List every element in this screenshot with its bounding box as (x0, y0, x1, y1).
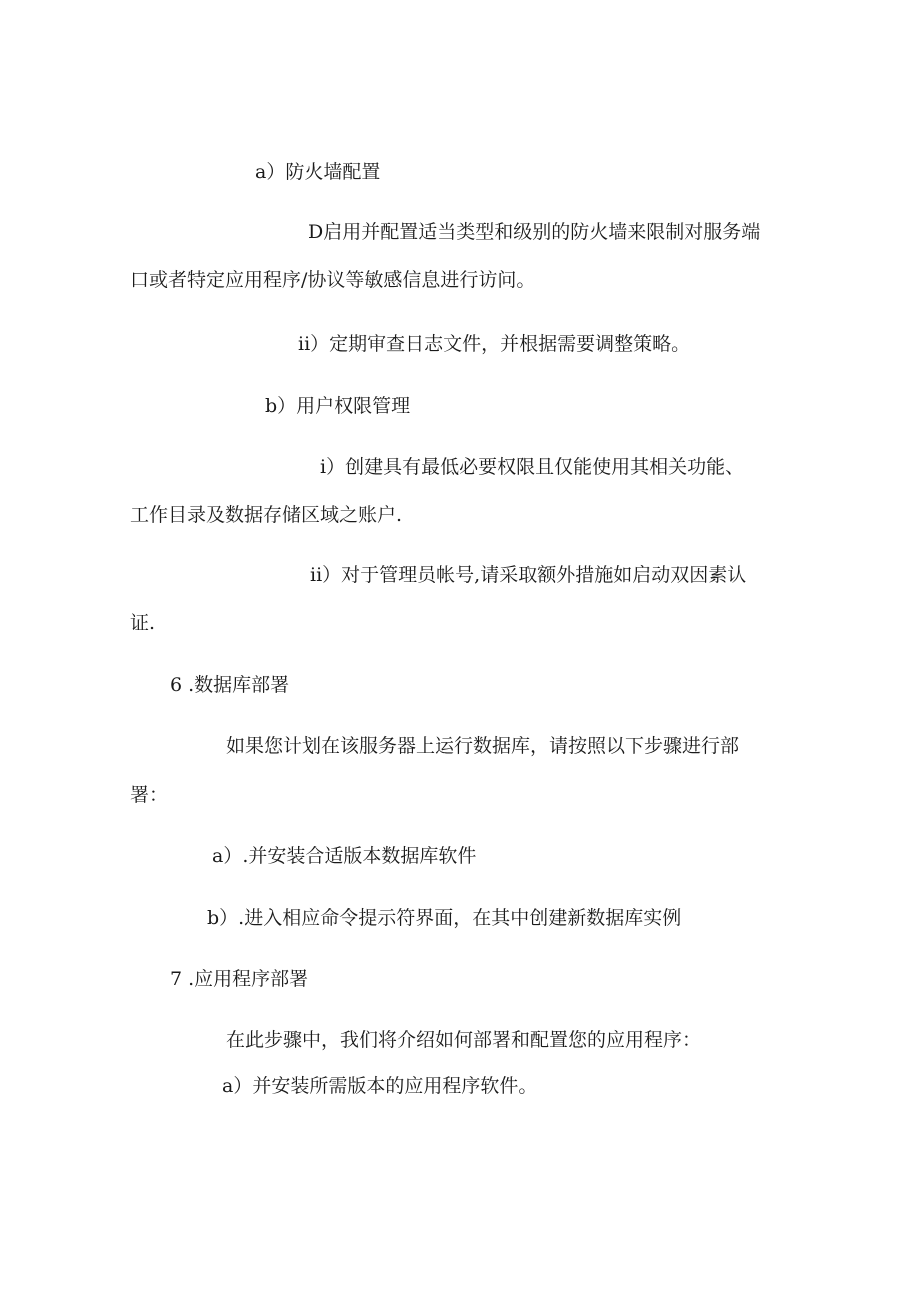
paragraph-line: ii）定期审查日志文件，并根据需要调整策略。 (298, 333, 691, 355)
paragraph-line: 如果您计划在该服务器上运行数据库，请按照以下步骤进行部 (226, 735, 740, 757)
paragraph-line: 工作目录及数据存储区域之账户. (130, 504, 403, 526)
section-heading-application: 7 .应用程序部署 (170, 968, 309, 990)
section-heading-user-permissions: b）用户权限管理 (265, 395, 411, 417)
paragraph-line: 在此步骤中，我们将介绍如何部署和配置您的应用程序： (226, 1029, 702, 1051)
list-item: b）.进入相应命令提示符界面，在其中创建新数据库实例 (207, 907, 682, 929)
paragraph-line: i）创建具有最低必要权限且仅能使用其相关功能、 (320, 456, 745, 478)
paragraph-line: 署： (130, 784, 169, 806)
paragraph-line: ii）对于管理员帐号,请采取额外措施如启动双因素认 (310, 564, 747, 586)
paragraph-line: 口或者特定应用程序/协议等敏感信息进行访问。 (130, 269, 536, 291)
paragraph-line: 证. (130, 612, 156, 634)
section-heading-firewall: a）防火墙配置 (255, 161, 381, 183)
paragraph-line: D启用并配置适当类型和级别的防火墙来限制对服务端 (308, 221, 761, 243)
section-heading-database: 6 .数据库部署 (170, 674, 290, 696)
list-item: a）并安装所需版本的应用程序软件。 (222, 1075, 538, 1097)
list-item: a）.并安装合适版本数据库软件 (212, 845, 477, 867)
